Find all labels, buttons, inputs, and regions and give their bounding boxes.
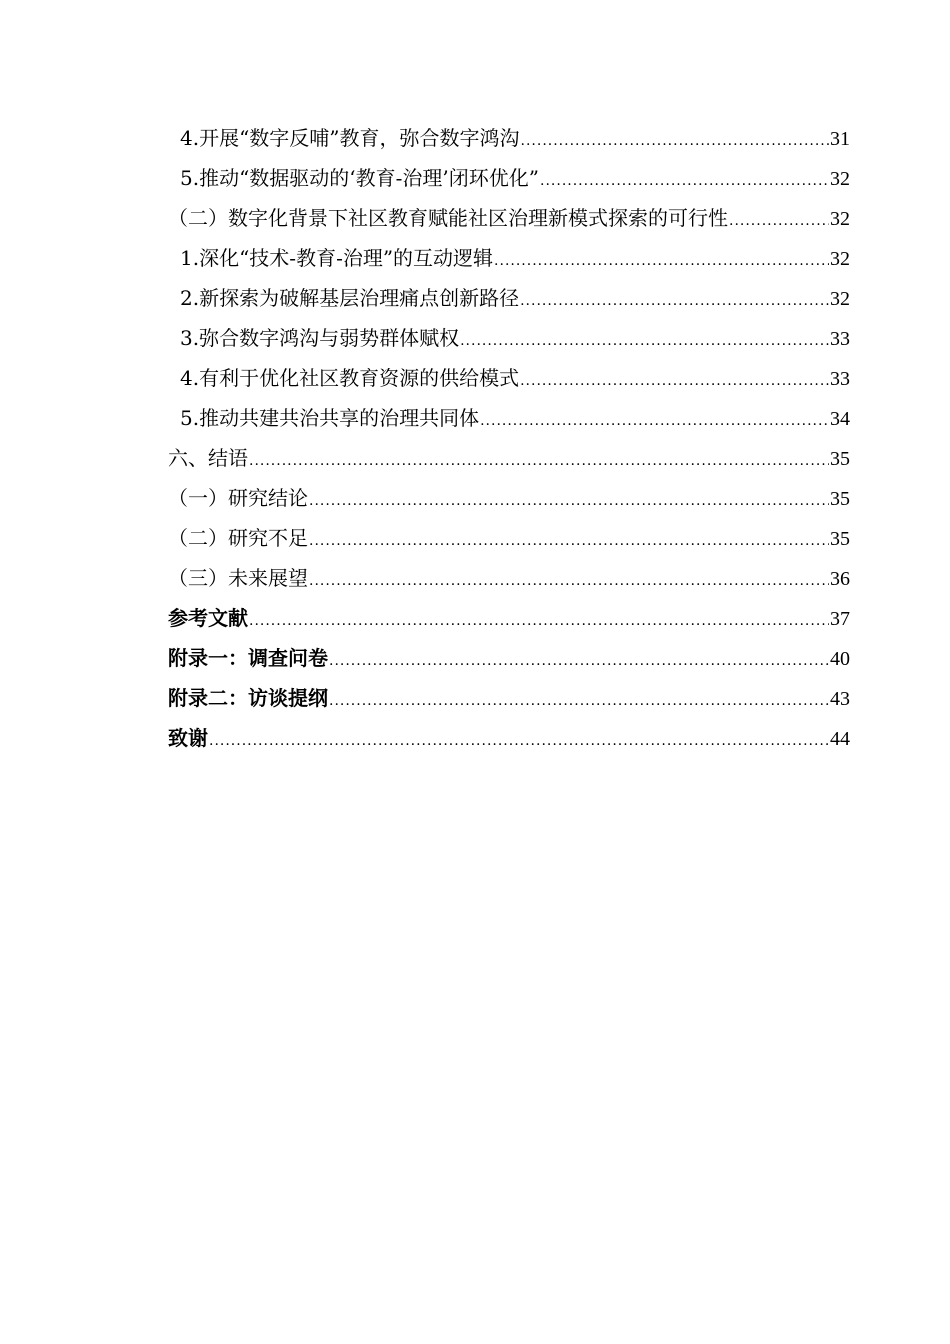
toc-leader-dots (329, 681, 829, 718)
toc-entry[interactable] (168, 278, 850, 318)
toc-entry-title: 附录二：访谈提纲 (168, 686, 328, 710)
toc-entry[interactable] (168, 718, 850, 758)
toc-entry[interactable] (168, 318, 850, 358)
toc-entry-title: 致谢 (168, 726, 208, 750)
toc-entry-title: 3.弥合数字鸿沟与弱势群体赋权 (180, 326, 460, 350)
toc-entry-title: （一）研究结论 (168, 486, 308, 510)
toc-entry-page: 37 (830, 608, 850, 630)
toc-entry[interactable] (168, 438, 850, 478)
toc-entry-page: 32 (830, 168, 850, 190)
toc-entry-page: 32 (830, 208, 850, 230)
toc-entry-title: 5.推动“数据驱动的‘教育-治理’闭环优化” (180, 166, 540, 190)
toc-leader-dots (520, 281, 829, 318)
toc-entry-title: 4.开展“数字反哺”教育，弥合数字鸿沟 (180, 126, 520, 150)
toc-entry-page: 35 (830, 528, 850, 550)
toc-entry[interactable] (168, 558, 850, 598)
toc-entry-page: 43 (830, 688, 850, 710)
toc-entry[interactable] (168, 398, 850, 438)
toc-entry[interactable] (168, 198, 850, 238)
toc-entry[interactable] (168, 518, 850, 558)
toc-leader-dots (309, 521, 829, 558)
toc-leader-dots (309, 561, 829, 598)
toc-entry-page: 32 (830, 288, 850, 310)
toc-entry-page: 32 (830, 248, 850, 270)
toc-leader-dots (540, 161, 829, 198)
toc-entry-title: （二）数字化背景下社区教育赋能社区治理新模式探索的可行性 (168, 206, 728, 230)
toc-leader-dots (520, 361, 829, 398)
toc-entry[interactable] (168, 638, 850, 678)
toc-entry[interactable] (168, 678, 850, 718)
toc-entry[interactable] (168, 598, 850, 638)
toc-entry-title: 附录一：调查问卷 (168, 646, 328, 670)
toc-entry-title: 参考文献 (168, 606, 248, 630)
toc-entry-title: （二）研究不足 (168, 526, 308, 550)
toc-entry-title: 六、结语 (168, 446, 248, 470)
toc-entry-page: 44 (830, 728, 850, 750)
toc-entry-page: 35 (830, 448, 850, 470)
table-of-contents (168, 118, 850, 758)
toc-leader-dots (460, 321, 829, 358)
toc-entry[interactable] (168, 358, 850, 398)
toc-entry-title: 2.新探索为破解基层治理痛点创新路径 (180, 286, 520, 310)
toc-leader-dots (329, 641, 829, 678)
toc-entry-page: 34 (830, 408, 850, 430)
toc-leader-dots (729, 201, 829, 238)
toc-entry[interactable] (168, 478, 850, 518)
toc-entry-title: 4.有利于优化社区教育资源的供给模式 (180, 366, 520, 390)
toc-entry-page: 31 (830, 128, 850, 150)
toc-entry-title: 1.深化“技术-教育-治理”的互动逻辑 (180, 246, 494, 270)
toc-entry-page: 36 (830, 568, 850, 590)
toc-leader-dots (480, 401, 829, 438)
toc-entry-page: 35 (830, 488, 850, 510)
toc-entry[interactable] (168, 118, 850, 158)
toc-leader-dots (521, 121, 829, 158)
toc-leader-dots (309, 481, 829, 518)
toc-entry-title: 5.推动共建共治共享的治理共同体 (180, 406, 480, 430)
toc-leader-dots (249, 441, 829, 478)
toc-entry-page: 33 (830, 368, 850, 390)
toc-entry[interactable] (168, 238, 850, 278)
toc-entry-page: 33 (830, 328, 850, 350)
toc-leader-dots (209, 721, 829, 758)
toc-leader-dots (249, 601, 829, 638)
toc-leader-dots (494, 241, 829, 278)
toc-entry-page: 40 (830, 648, 850, 670)
toc-entry[interactable] (168, 158, 850, 198)
toc-entry-title: （三）未来展望 (168, 566, 308, 590)
